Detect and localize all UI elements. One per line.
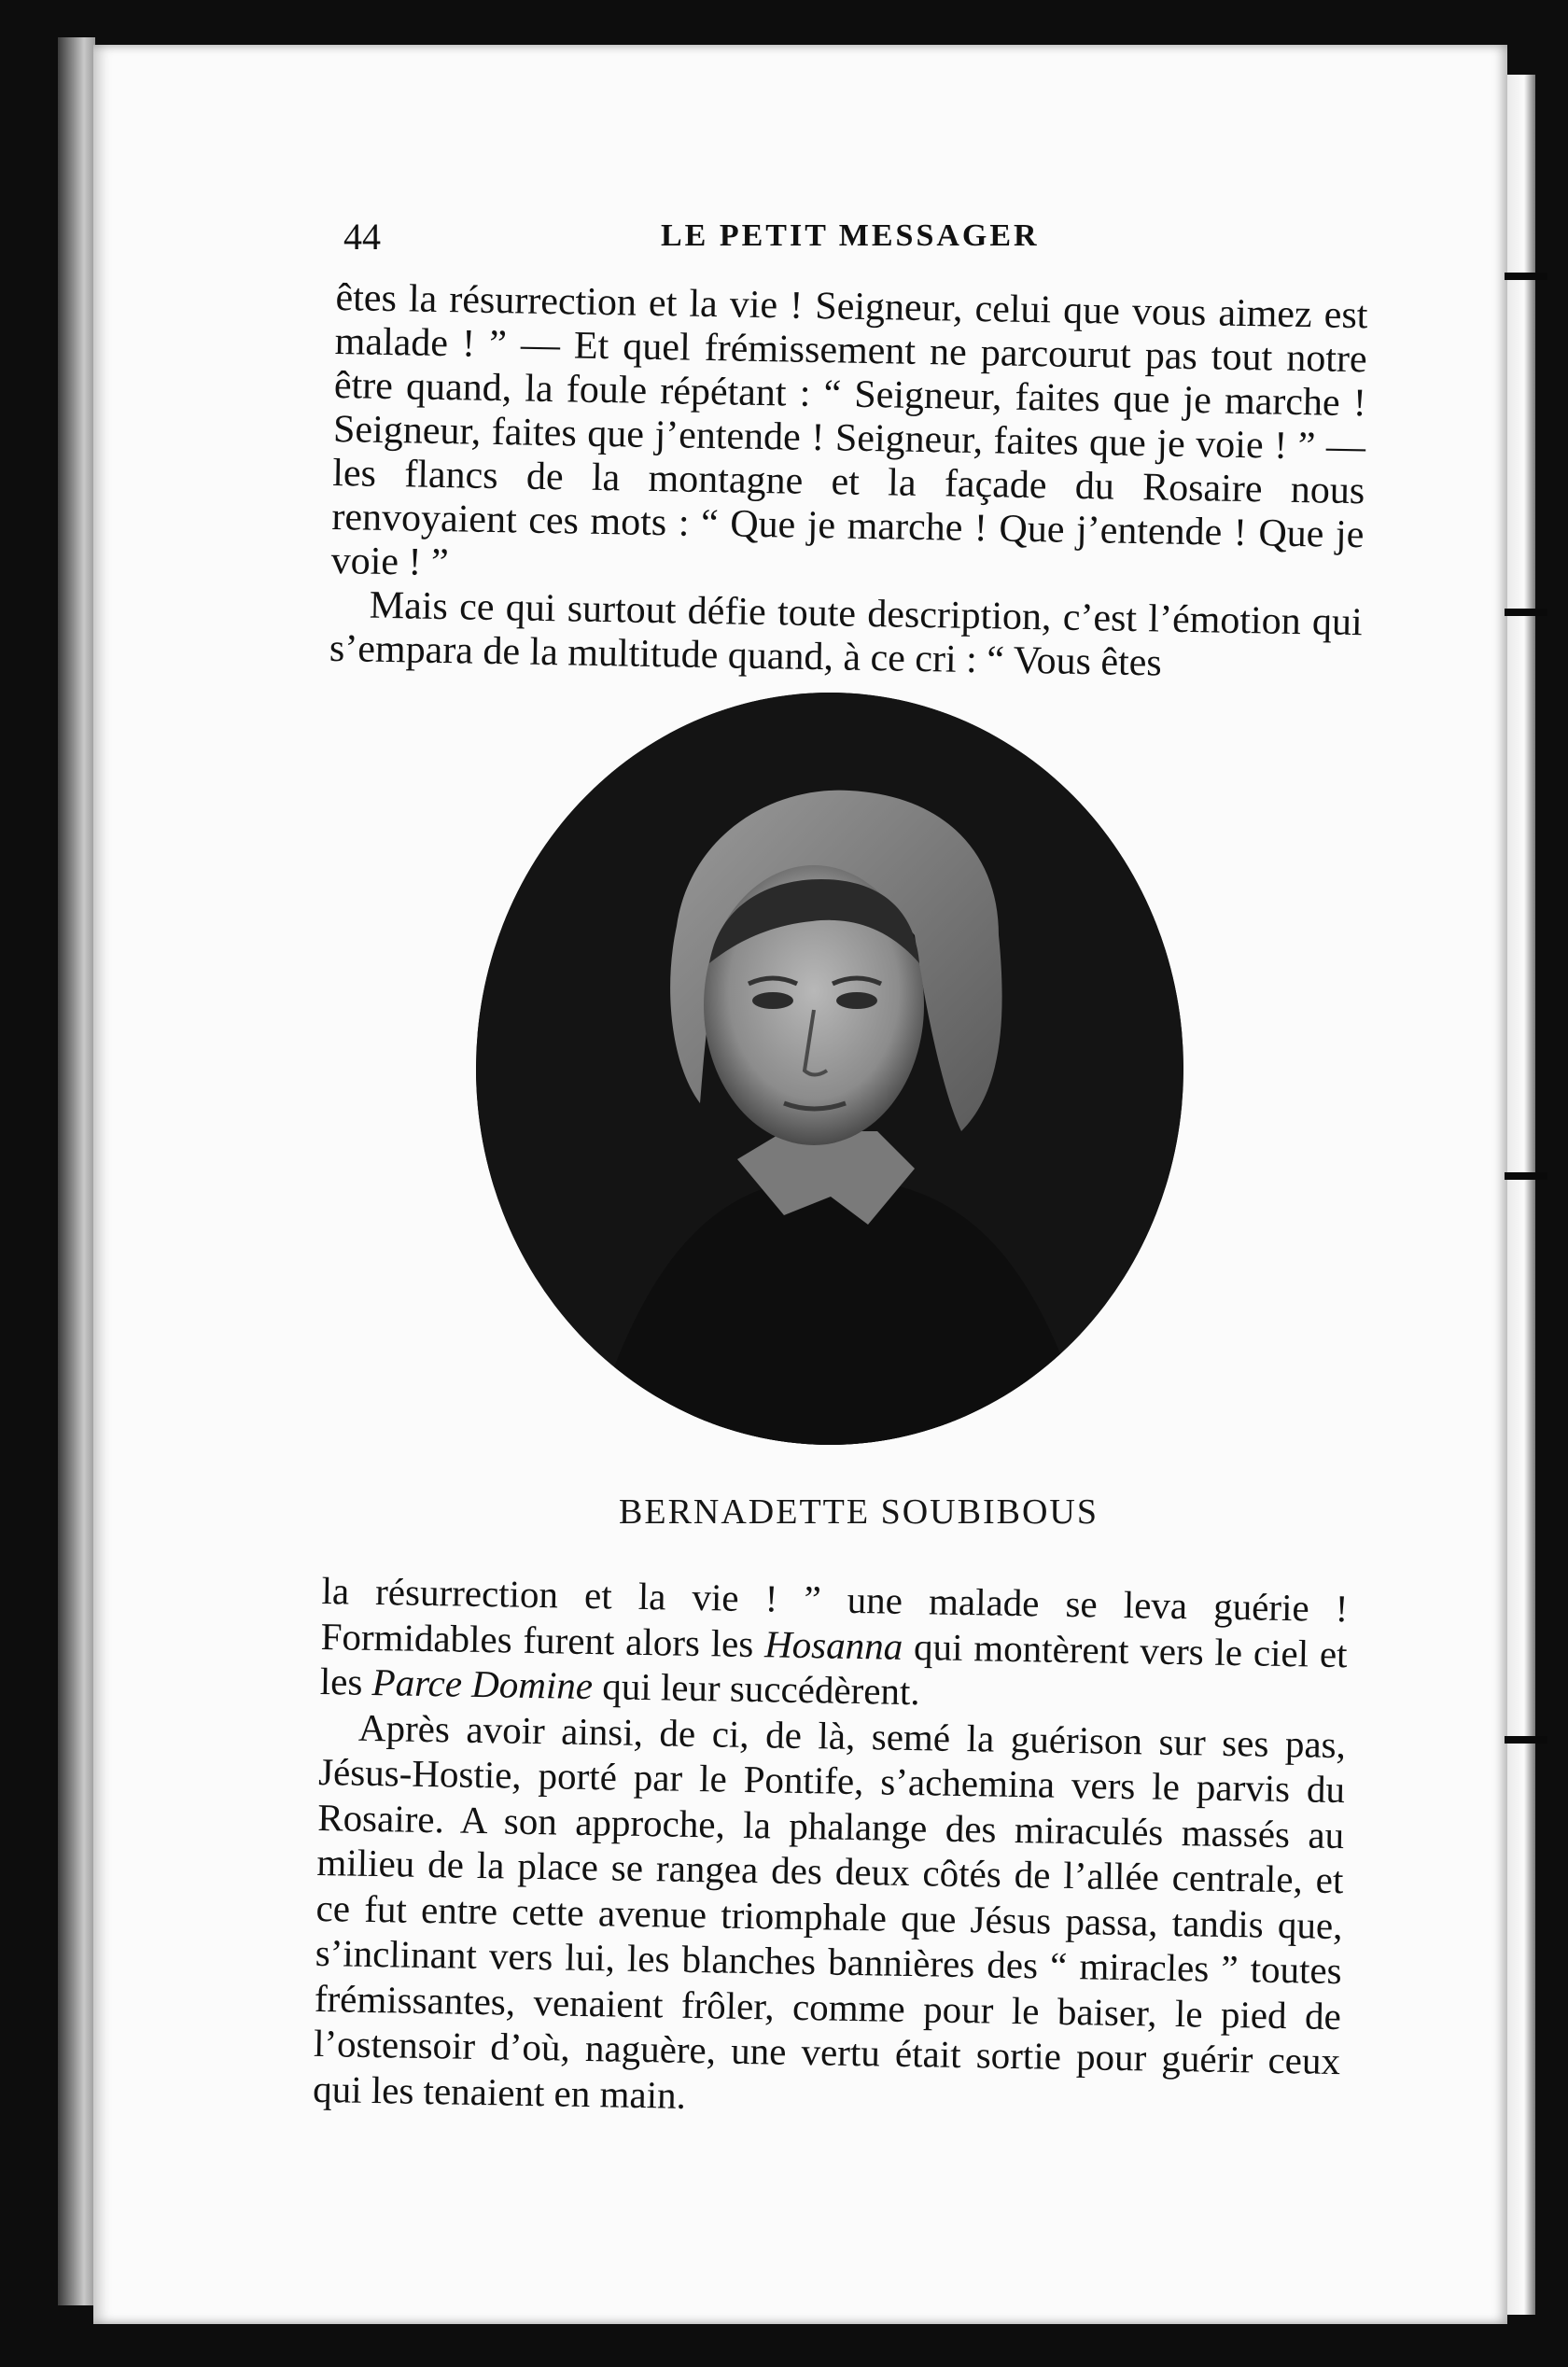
italic-term: Parce Domine bbox=[371, 1660, 594, 1708]
portrait-illustration bbox=[476, 693, 1183, 1445]
text-run: qui montèrent vers le ciel et les bbox=[319, 1624, 1348, 1703]
page-number: 44 bbox=[343, 216, 381, 258]
text-run: qui leur succédèrent. bbox=[592, 1664, 921, 1714]
paragraph: êtes la résurrection et la vie ! Seigneur, celui que vous aimez est malade ! ” — Et quel frémissement ne parcourut pas tout notre être quand, la foule répétant : “ Seigneur, faites que je marche ! Seigneur, faites que j’entende ! Seigneur, faites que je voie ! ” — les flancs de la montagne et la façade du Rosaire nous renvoyaient ces mots : “ Que je marche ! Que j’entende ! Que je voie ! ” bbox=[330, 276, 1368, 585]
book-spine bbox=[58, 37, 95, 2305]
lower-text-block bbox=[313, 1568, 1349, 2129]
italic-term: Hosanna bbox=[763, 1621, 903, 1668]
binding-stitch bbox=[1505, 273, 1547, 280]
running-title: LE PETIT MESSAGER bbox=[661, 218, 1040, 253]
binding-stitch bbox=[1505, 1736, 1547, 1744]
paragraph: Mais ce qui surtout défie toute description, c’est l’émotion qui s’empara de la multitude quand, à ce cri : “ Vous êtes bbox=[329, 583, 1364, 685]
binding-stitch bbox=[1505, 1172, 1547, 1180]
page-header bbox=[343, 215, 1368, 261]
upper-text-block bbox=[329, 276, 1368, 689]
binding-stitch bbox=[1505, 609, 1547, 616]
portrait-caption: BERNADETTE SOUBIBOUS bbox=[619, 1492, 1099, 1532]
paragraph bbox=[319, 1568, 1348, 1722]
text-run: la résurrection et la vie ! ” une malade se leva guérie ! Formidables furent alors les bbox=[320, 1568, 1349, 1665]
facing-page-edge bbox=[1507, 75, 1535, 2315]
paragraph: Après avoir ainsi, de ci, de là, semé la guérison sur ses pas, Jésus-Hostie, porté par le Pontife, s’achemina vers le parvis du Rosaire. A son approche, la phalange des miraculés massés au milieu de la place se rangea des deux côtés de l’allée centrale, et ce fut entre cette avenue triomphale que Jésus passa, tandis que, s’inclinant vers lui, les blanches bannières des “ miracles ” toutes frémissantes, venaient frôler, comme pour le baiser, le pied de l’ostensoir d’où, naguère, une vertu était sortie pour guérir ceux qui les tenaient en main. bbox=[312, 1705, 1347, 2117]
portrait-figure bbox=[476, 693, 1183, 1445]
